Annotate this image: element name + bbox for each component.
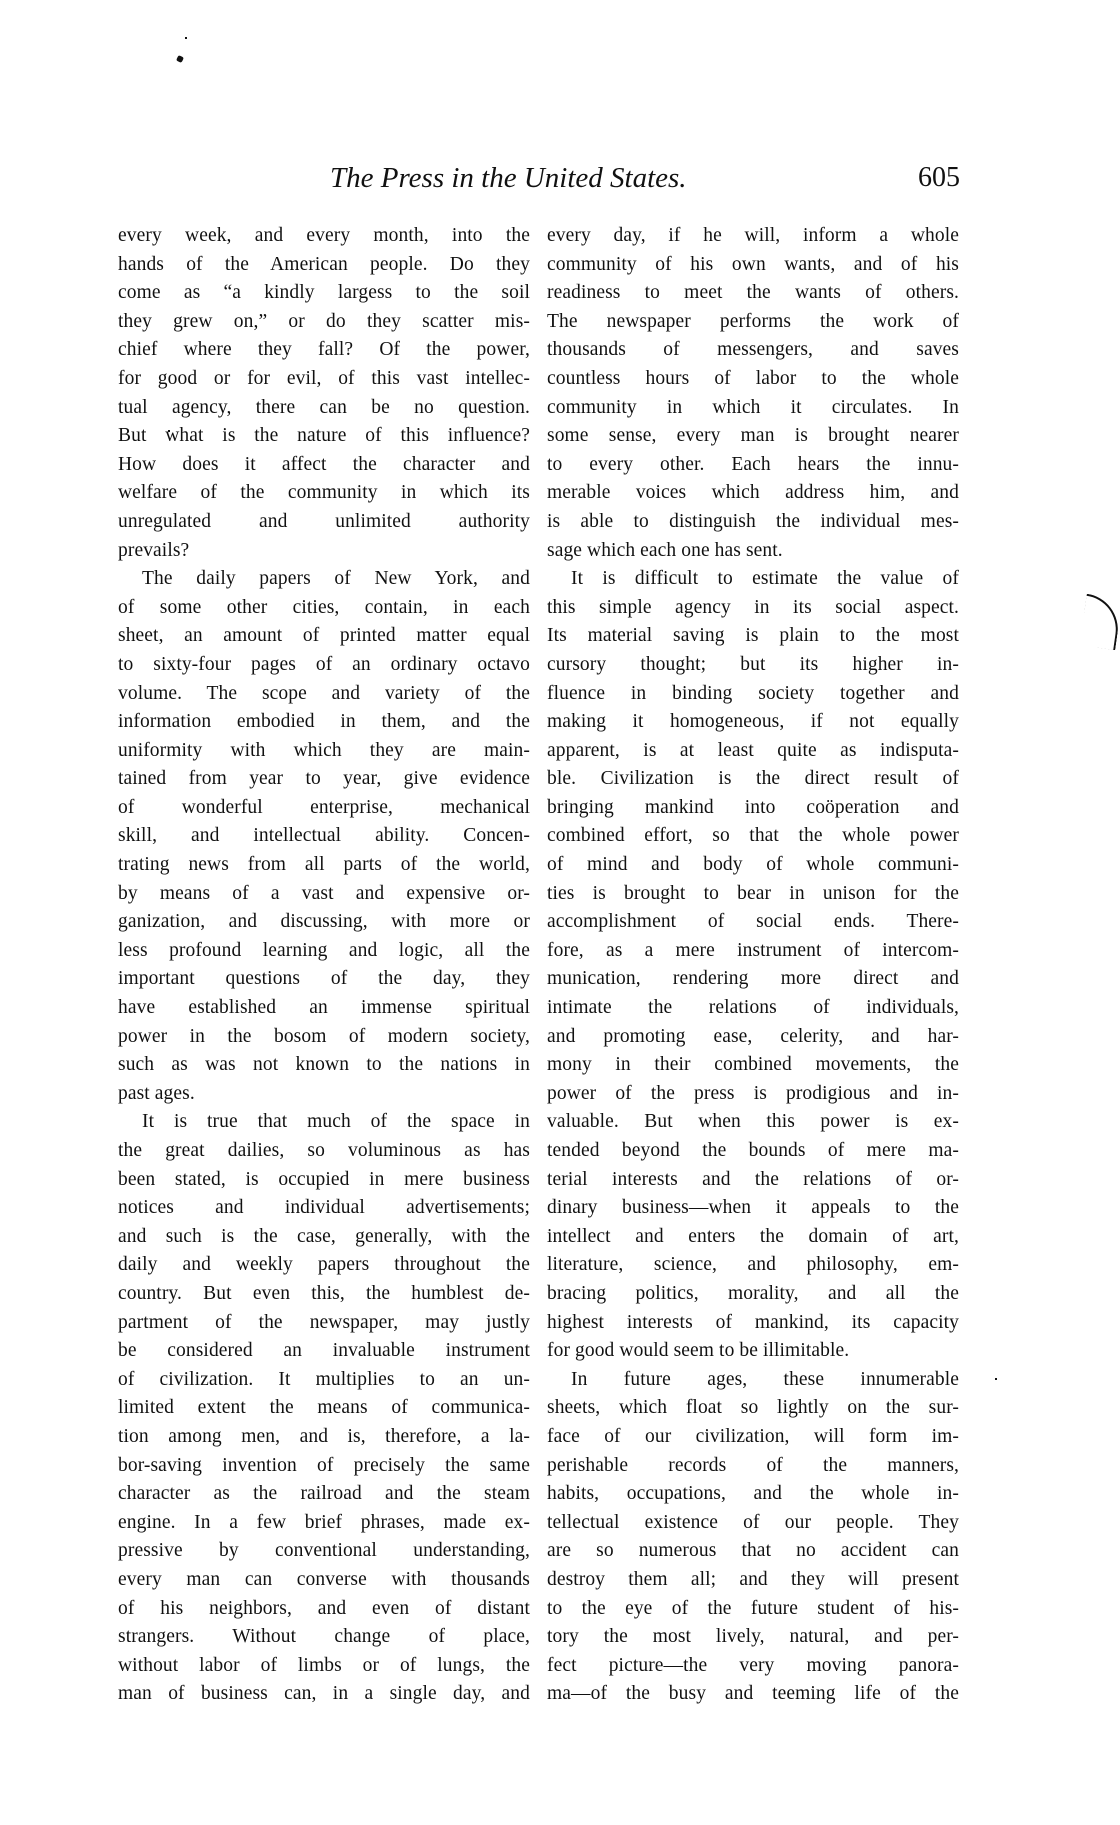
text-line: Its material saving is plain to the most: [547, 625, 959, 647]
text-line: engine. In a few brief phrases, made ex-: [118, 1511, 530, 1533]
text-line: power in the bosom of modern society,: [118, 1025, 530, 1047]
text-line: fore, as a mere instrument of intercom-: [547, 939, 959, 961]
text-line: fluence in binding society together and: [547, 682, 959, 704]
text-line: making it homogeneous, if not equally: [547, 711, 959, 733]
text-line: character as the railroad and the steam: [118, 1483, 530, 1505]
text-line: ble. Civilization is the direct result of: [547, 768, 959, 790]
text-line: ties is brought to bear in unison for the: [547, 882, 959, 904]
text-line: bracing politics, morality, and all the: [547, 1282, 959, 1304]
text-line: of wonderful enterprise, mechanical: [118, 796, 530, 818]
text-line: merable voices which address him, and: [547, 482, 959, 504]
text-line: intimate the relations of individuals,: [547, 997, 959, 1019]
text-line: community in which it circulates. In: [547, 396, 959, 418]
text-line: important questions of the day, they: [118, 968, 530, 990]
text-line: destroy them all; and they will present: [547, 1568, 959, 1590]
text-line: some sense, every man is brought nearer: [547, 425, 959, 447]
text-line: valuable. But when this power is ex-: [547, 1111, 959, 1133]
text-line: of civilization. It multiplies to an un-: [118, 1368, 530, 1390]
text-line: partment of the newspaper, may justly: [118, 1311, 530, 1333]
text-line: countless hours of labor to the whole: [547, 367, 959, 389]
text-line: every week, and every month, into the: [118, 225, 530, 246]
text-line: community of his own wants, and of his: [547, 253, 959, 275]
text-line: The daily papers of New York, and: [142, 568, 530, 590]
text-line: tion among men, and is, therefore, a la-: [118, 1425, 530, 1447]
text-line: limited extent the means of communica-: [118, 1397, 530, 1419]
text-line: information embodied in them, and the: [118, 711, 530, 733]
text-line: thousands of messengers, and saves: [547, 339, 959, 361]
text-line: come as “a kindly largess to the soil: [118, 282, 530, 304]
text-line: of his neighbors, and even of distant: [118, 1597, 530, 1619]
text-line: without labor of limbs or of lungs, the: [118, 1654, 530, 1676]
text-line: trating news from all parts of the world,: [118, 854, 530, 876]
text-line: sheets, which float so lightly on the sur-: [547, 1397, 959, 1419]
text-line: been stated, is occupied in mere business: [118, 1168, 530, 1190]
page-number: 605: [918, 162, 960, 193]
speck-icon: [995, 1378, 997, 1380]
text-line: past ages.: [118, 1082, 195, 1104]
text-line: by means of a vast and expensive or-: [118, 882, 530, 904]
text-line: uniformity with which they are main-: [118, 739, 530, 761]
text-line: The newspaper performs the work of: [547, 310, 959, 332]
text-line: tained from year to year, give evidence: [118, 768, 530, 790]
text-line: pressive by conventional understanding,: [118, 1540, 530, 1562]
text-line: cursory thought; but its higher in-: [547, 653, 959, 675]
text-line: munication, rendering more direct and: [547, 968, 959, 990]
text-line: power of the press is prodigious and in-: [547, 1082, 959, 1104]
text-column-right: [547, 222, 959, 1709]
running-title: The Press in the United States.: [330, 162, 687, 194]
text-line: accomplishment of social ends. There-: [547, 911, 959, 933]
text-line: bor-saving invention of precisely the same: [118, 1454, 530, 1476]
text-line: such as was not known to the nations in: [118, 1054, 530, 1076]
text-line: In future ages, these innumerable: [571, 1368, 959, 1390]
text-line: bringing mankind into coöperation and: [547, 796, 959, 818]
text-line: terial interests and the relations of or-: [547, 1168, 959, 1190]
text-line: combined effort, so that the whole power: [547, 825, 959, 847]
text-line: and such is the case, generally, with the: [118, 1225, 530, 1247]
text-line: of mind and body of whole communi-: [547, 854, 959, 876]
text-line: mony in their combined movements, the: [547, 1054, 959, 1076]
text-line: sheet, an amount of printed matter equal: [118, 625, 530, 647]
text-line: every day, if he will, inform a whole: [547, 225, 959, 246]
text-line: apparent, is at least quite as indisputa-: [547, 739, 959, 761]
text-line: for good or for evil, of this vast intellec-: [118, 367, 530, 389]
text-line: to sixty-four pages of an ordinary octavo: [118, 653, 530, 675]
text-line: unregulated and unlimited authority: [118, 510, 530, 532]
text-line: to every other. Each hears the innu-: [547, 453, 959, 475]
text-line: they grew on,” or do they scatter mis-: [118, 310, 530, 332]
text-line: country. But even this, the humblest de-: [118, 1282, 530, 1304]
text-line: sage which each one has sent.: [547, 539, 783, 561]
text-line: notices and individual advertisements;: [118, 1197, 530, 1219]
text-line: less profound learning and logic, all the: [118, 939, 530, 961]
text-line: intellect and enters the domain of art,: [547, 1225, 959, 1247]
text-line: literature, science, and philosophy, em-: [547, 1254, 959, 1276]
text-line: of some other cities, contain, in each: [118, 596, 530, 618]
text-line: How does it affect the character and: [118, 453, 530, 475]
text-line: perishable records of the manners,: [547, 1454, 959, 1476]
text-line: highest interests of mankind, its capacity: [547, 1311, 959, 1333]
text-line: But what is the nature of this influence?: [118, 425, 530, 447]
margin-pencil-mark-icon: [1080, 594, 1120, 651]
text-line: dinary business—when it appeals to the: [547, 1197, 959, 1219]
text-line: to the eye of the future student of his-: [547, 1597, 959, 1619]
text-line: welfare of the community in which its: [118, 482, 530, 504]
print-mark-icon: [176, 55, 184, 63]
text-line: tellectual existence of our people. They: [547, 1511, 959, 1533]
text-line: habits, occupations, and the whole in-: [547, 1483, 959, 1505]
text-line: tual agency, there can be no question.: [118, 396, 530, 418]
text-line: prevails?: [118, 539, 190, 561]
text-line: skill, and intellectual ability. Concen-: [118, 825, 530, 847]
text-line: have established an immense spiritual: [118, 997, 530, 1019]
text-line: tended beyond the bounds of mere ma-: [547, 1140, 959, 1161]
text-line: fect picture—the very moving panora-: [547, 1654, 959, 1676]
text-line: the great dailies, so voluminous as has: [118, 1140, 530, 1161]
text-line: hands of the American people. Do they: [118, 253, 530, 275]
text-line: every man can converse with thousands: [118, 1568, 530, 1590]
page-header: [330, 162, 960, 202]
text-line: are so numerous that no accident can: [547, 1540, 959, 1562]
text-line: for good would seem to be illimitable.: [547, 1340, 850, 1362]
text-line: strangers. Without change of place,: [118, 1626, 530, 1648]
text-line: tory the most lively, natural, and per-: [547, 1626, 959, 1648]
text-line: and promoting ease, celerity, and har-: [547, 1025, 959, 1047]
text-line: It is difficult to estimate the value of: [571, 568, 959, 590]
text-line: be considered an invaluable instrument: [118, 1340, 530, 1362]
text-column-left: [118, 222, 530, 1709]
text-line: It is true that much of the space in: [142, 1111, 530, 1133]
text-line: readiness to meet the wants of others.: [547, 282, 959, 304]
text-line: ganization, and discussing, with more or: [118, 911, 530, 933]
text-line: face of our civilization, will form im-: [547, 1425, 959, 1447]
text-line: ma—of the busy and teeming life of the: [547, 1683, 959, 1705]
text-line: daily and weekly papers throughout the: [118, 1254, 530, 1276]
text-line: chief where they fall? Of the power,: [118, 339, 530, 361]
text-line: is able to distinguish the individual mes-: [547, 510, 959, 532]
text-line: man of business can, in a single day, and: [118, 1683, 530, 1705]
speck-icon: [185, 37, 187, 39]
text-line: this simple agency in its social aspect.: [547, 596, 959, 618]
text-line: volume. The scope and variety of the: [118, 682, 530, 704]
